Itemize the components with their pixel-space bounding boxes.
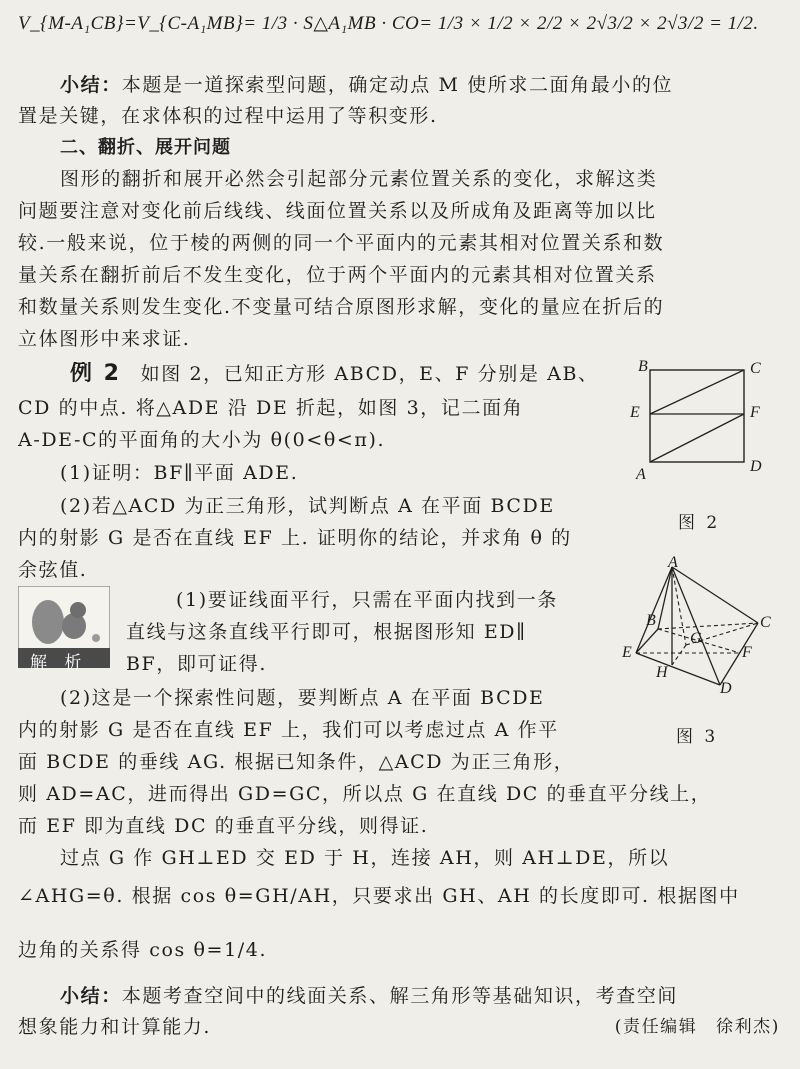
analysis-line: BF，即可证得. [126,653,267,675]
segment-ec [650,370,744,414]
edge-ae [636,567,672,653]
summary1-line1 [60,73,780,97]
edge-dc [720,623,758,685]
summary2-line1 [60,984,780,1008]
fig2-label-f: F [750,404,760,421]
analysis-line: (1)要证线面平行，只需在平面内找到一条 [176,589,558,611]
analysis-line: 内的射影 G 是否在直线 EF 上，我们可以考虑过点 A 作平 [18,719,559,741]
analysis-line: 面 BCDE 的垂线 AG. 根据已知条件，△ACD 为正三角形， [18,751,575,773]
editor-credit: (责任编辑 徐利杰) [614,1017,780,1037]
section2-line: 和数量关系则发生变化.不变量可结合原图形求解，变化的量应在折后的 [18,296,665,318]
fig3-label-b: B [646,612,656,629]
analysis-line: 边角的关系得 cos θ=1/4. [18,939,268,961]
section2-line: 立体图形中来求证. [18,328,191,350]
volume-formula: V_{M-A₁CB}=V_{C-A₁MB}= 1/3 · S△A₁MB · CO= 1/3 × 1/2 × 2/2 × 2√3/2 × 2√3/2 = 1/2. [18,13,759,34]
summary1-line2: 置是关键，在求体积的过程中运用了等积变形. [18,105,438,127]
analysis-line: 过点 G 作 GH⊥ED 交 ED 于 H，连接 AH，则 AH⊥DE，所以 [60,847,670,869]
edge-gh-dashed [672,645,686,665]
square-abcd [650,370,744,462]
section2-heading: 二、翻折、展开问题 [60,137,231,158]
fig3-label-h: H [656,664,668,681]
segment-af [650,414,744,462]
example2-line: (1)证明：BF∥平面 ADE. [60,462,299,484]
fig2-label-e: E [630,404,640,421]
summary1-text1: 本题是一道探索型问题，确定动点 M 使所求二面角最小的位 [121,74,674,96]
example2-text: 如图 2，已知正方形 ABCD，E、F 分别是 AB、 [140,363,599,385]
figure3-caption: 图 3 [676,727,719,747]
example2-line: (2)若△ACD 为正三角形，试判断点 A 在平面 BCDE [60,495,555,517]
summary2-line2: 想象能力和计算能力. [18,1016,212,1038]
fig3-label-a: A [668,554,678,571]
analysis-line: ∠AHG=θ. 根据 cos θ=GH/AH，只要求出 GH、AH 的长度即可. 根据图中 [18,885,740,907]
fig2-label-d: D [750,458,762,475]
section2-line: 量关系在翻折前后不发生变化，位于两个平面内的元素其相对位置关系 [18,264,657,286]
fig3-label-c: C [760,614,771,631]
fig2-label-b: B [638,358,648,375]
summary1-label: 小结： [60,74,122,96]
example2-line: A-DE-C的平面角的大小为 θ(0<θ<π). [18,429,386,451]
edge-ac [672,567,758,623]
analysis-line: 直线与这条直线平行即可，根据图形知 ED∥ [126,621,527,643]
section2-line: 问题要注意对变化前后线线、线面位置关系以及所成角及距离等加以比 [18,200,657,222]
analysis-line: (2)这是一个探索性问题，要判断点 A 在平面 BCDE [60,687,545,709]
summary2-text1: 本题考查空间中的线面关系、解三角形等基础知识，考查空间 [121,985,679,1007]
section2-line: 较.一般来说，位于棱的两侧的同一个平面内的元素其相对位置关系和数 [18,232,665,254]
section2-line: 图形的翻折和展开必然会引起部分元素位置关系的变化，求解这类 [60,168,658,190]
edge-ed [636,653,720,685]
analysis-badge-label: 解 析 [30,653,88,673]
example2-line: 内的射影 G 是否在直线 EF 上. 证明你的结论，并求角 θ 的 [18,527,572,549]
fig2-label-a: A [636,466,646,483]
edge-be [636,629,658,653]
edge-ab [658,567,672,629]
example2-line: CD 的中点. 将△ADE 沿 DE 折起，如图 3，记二面角 [18,397,524,419]
edge-ad [672,567,720,685]
fig3-label-e: E [622,644,632,661]
fig2-label-c: C [750,360,761,377]
fig3-label-f: F [742,644,752,661]
fig3-label-d: D [720,680,732,697]
analysis-line: 而 EF 即为直线 DC 的垂直平分线，则得证. [18,815,429,837]
fig3-label-g: G [690,630,702,647]
example2-tag: 例 2 [70,362,121,386]
example2-line1 [70,362,630,386]
figure2-caption: 图 2 [678,513,721,533]
example2-line: 余弦值. [18,559,88,581]
analysis-line: 则 AD=AC，进而得出 GD=GC，所以点 G 在直线 DC 的垂直平分线上， [18,783,712,805]
summary2-label: 小结： [60,985,122,1007]
